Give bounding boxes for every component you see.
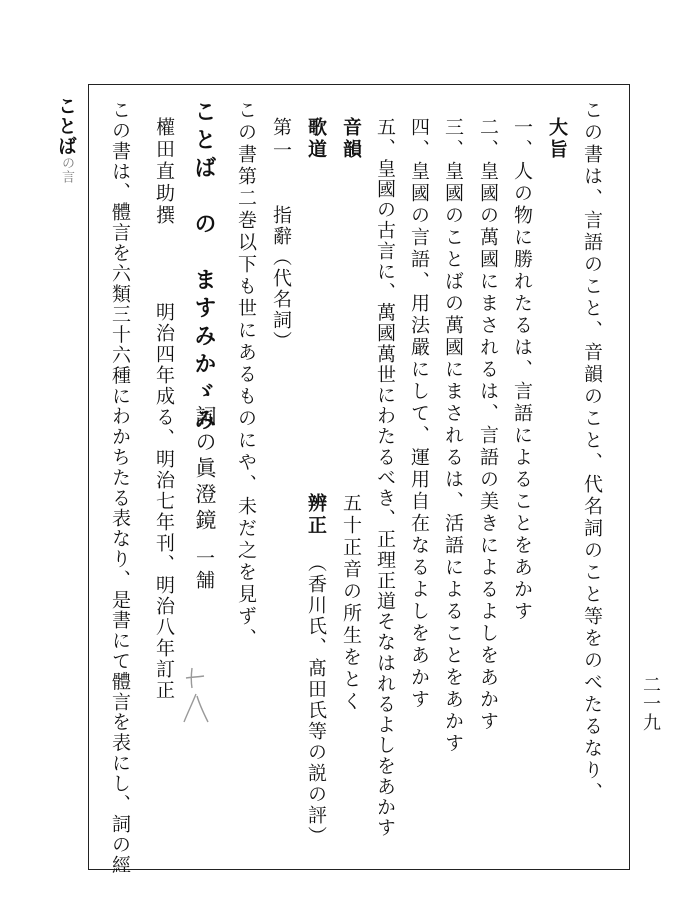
line-item-3: 三、皇國のことばの萬國にまされるは、活語によることをあかす <box>442 117 464 755</box>
running-title: ことば <box>55 96 77 156</box>
line-shiji: 指辭（代名詞） <box>270 205 292 352</box>
book-title: ことば の ますみかゞみ <box>191 100 217 436</box>
running-head <box>56 96 75 184</box>
line-bensei-note: （香川氏、髙田氏等の説の評） <box>305 553 327 847</box>
volume-count: 一舗 <box>193 548 215 592</box>
heading-daiichi: 第一 <box>270 117 292 163</box>
author-line: 權田直助撰 <box>153 117 175 227</box>
handwritten-mark-icon <box>182 664 210 726</box>
heading-taishi: 大旨 <box>546 117 568 161</box>
line-item-2: 二、皇國の萬國にまされるは、言語の美きによるよしをあかす <box>477 117 499 733</box>
dates-line: 明治四年成る、明治七年刊、明治八年訂正 <box>153 302 175 701</box>
running-title-small: の言 <box>59 156 74 184</box>
line-item-4: 四、皇國の言語、用法嚴にして、運用自在なるよしをあかす <box>408 117 430 711</box>
book-title-kanji: 詞の眞澄鏡 <box>193 405 217 535</box>
line-item-1: 一、人の物に勝れたるは、言語によることをあかす <box>511 117 533 623</box>
heading-onin: 音韻 <box>340 117 362 161</box>
line-last: この書は、體言を六類三十六種にわかちたる表なり、是書にて體言を表にし、詞の經 <box>109 100 131 876</box>
line-onin-desc: 五十正音の所生をとく <box>340 493 362 713</box>
line-note: この書第二巻以下も世にあるものにや、未だ之を見ず、 <box>235 100 257 650</box>
heading-bensei: 辨正 <box>305 493 327 537</box>
line-item-5: 五、皇國の古言に、萬國萬世にわたるべき、正理正道そなはれるよしをあかす <box>374 117 396 838</box>
heading-kado: 歌道 <box>305 117 327 161</box>
page-number: 二一九 <box>640 675 661 732</box>
line-intro: この書は、言語のこと、音韻のこと、代名詞のこと等をのべたるなり、 <box>581 100 603 804</box>
